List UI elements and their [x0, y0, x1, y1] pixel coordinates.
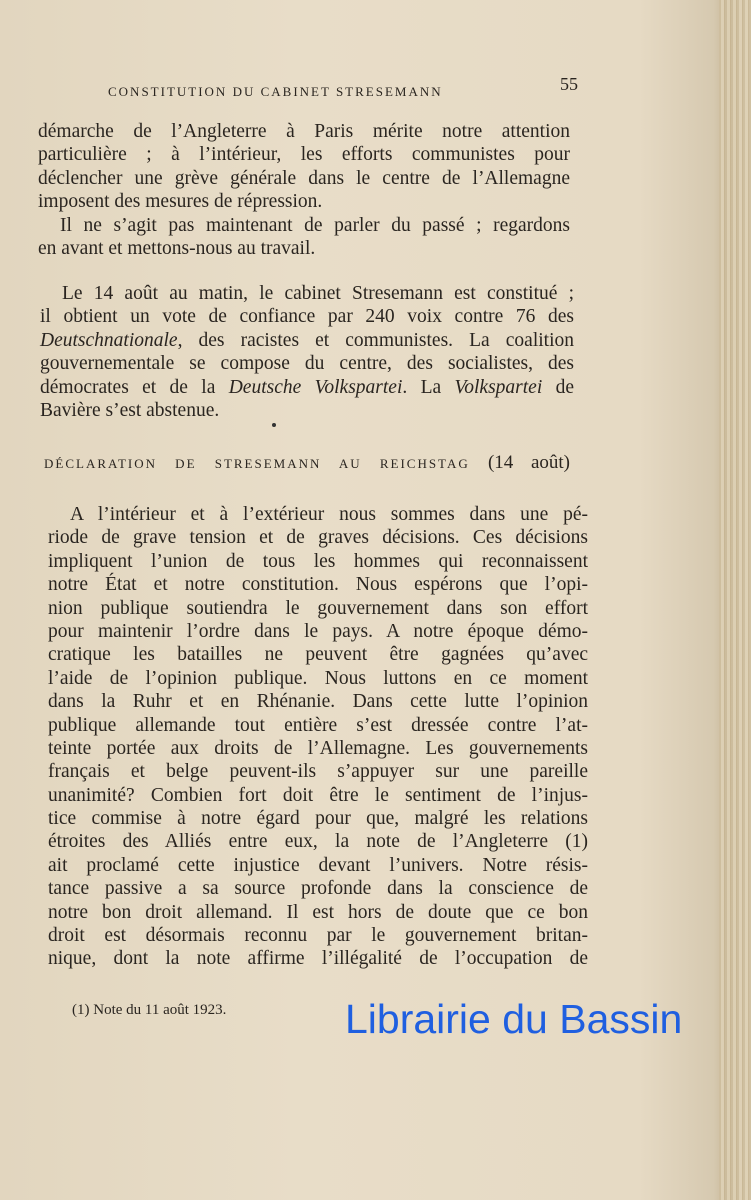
text-line — [40, 329, 574, 352]
text-line: ait proclamé cette injustice devant l’univers. Notre résis- — [48, 854, 588, 876]
text-line: pour maintenir l’ordre dans le pays. A notre époque démo- — [48, 620, 588, 642]
text-line: nion publique soutiendra le gouvernement dans son effort — [48, 597, 588, 619]
text-line: cratique les batailles ne peuvent être gagnées qu’avec — [48, 644, 588, 666]
text-line: nique, dont la note affirme l’illégalité de l’occupation de — [48, 948, 588, 970]
paragraph-2 — [40, 282, 574, 422]
text-line: il obtient un vote de confiance par 240 voix contre 76 des — [40, 306, 574, 328]
section-heading — [44, 452, 570, 474]
text-span: de — [542, 376, 574, 398]
paragraph-3 — [48, 503, 588, 971]
italic-term: Volkspartei — [454, 376, 543, 398]
section-title: DÉCLARATION DE STRESEMANN AU REICHSTAG — [44, 456, 470, 471]
text-line: étroites des Alliés entre eux, la note de l’Angleterre (1) — [48, 831, 588, 853]
text-line: publique allemande tout entière s’est dressée contre l’at- — [48, 714, 588, 736]
page-edge — [719, 0, 751, 1200]
text-line: gouvernementale se compose du centre, des socialistes, des — [40, 353, 574, 375]
text-line: notre État et notre constitution. Nous espérons que l’opi- — [48, 574, 588, 596]
text-line: unanimité? Combien fort doit être le sentiment de l’injus- — [48, 784, 588, 806]
watermark: Librairie du Bassin — [345, 996, 683, 1042]
separator-dot — [272, 423, 276, 427]
italic-term: Deutsche Volkspartei — [228, 376, 403, 398]
text-line: particulière ; à l’intérieur, les efforts communistes pour — [38, 144, 570, 166]
paragraph-1 — [38, 120, 570, 260]
text-line: tice commise à notre égard pour que, malgré les relations — [48, 808, 588, 830]
text-line: A l’intérieur et à l’extérieur nous sommes dans une pé- — [70, 504, 588, 525]
page-number: 55 — [560, 74, 578, 94]
text-span: . La — [402, 376, 455, 398]
text-span: , des racistes et communistes. La coalition — [177, 329, 574, 351]
text-line: impliquent l’union de tous les hommes qui reconnaissent — [48, 550, 588, 572]
text-line: teinte portée aux droits de l’Allemagne. Les gouvernements — [48, 737, 588, 759]
text-line: dans la Ruhr et en Rhénanie. Dans cette lutte l’opinion — [48, 691, 588, 713]
text-line: notre bon droit allemand. Il est hors de doute que ce bon — [48, 901, 588, 923]
text-line: riode de grave tension et de graves décisions. Ces décisions — [48, 527, 588, 549]
text-span: démocrates et de la — [40, 376, 229, 398]
text-line: Bavière s’est abstenue. — [40, 399, 220, 421]
section-date: (14 août) — [487, 452, 571, 473]
text-line: tance passive a sa source profonde dans la conscience de — [48, 878, 588, 900]
running-title: CONSTITUTION DU CABINET STRESEMANN — [108, 84, 443, 99]
text-line: démarche de l’Angleterre à Paris mérite notre attention — [38, 121, 570, 142]
text-line: imposent des mesures de répression. — [38, 191, 323, 213]
text-line: en avant et mettons-nous au travail. — [38, 237, 316, 259]
text-line: français et belge peuvent-ils s’appuyer sur une pareille — [48, 761, 588, 783]
italic-term: Deutschnationale — [40, 329, 178, 351]
text-line: déclencher une grève générale dans le centre de l’Allemagne — [38, 167, 570, 189]
footnote: (1) Note du 11 août 1923. — [72, 1002, 227, 1018]
text-line: Le 14 août au matin, le cabinet Stresemann est constitué ; — [62, 283, 574, 304]
text-line: droit est désormais reconnu par le gouvernement britan- — [48, 925, 588, 947]
text-line: l’aide de l’opinion publique. Nous luttons en ce moment — [48, 667, 588, 689]
text-line — [40, 376, 574, 399]
text-line: Il ne s’agit pas maintenant de parler du passé ; regardons — [60, 214, 570, 236]
